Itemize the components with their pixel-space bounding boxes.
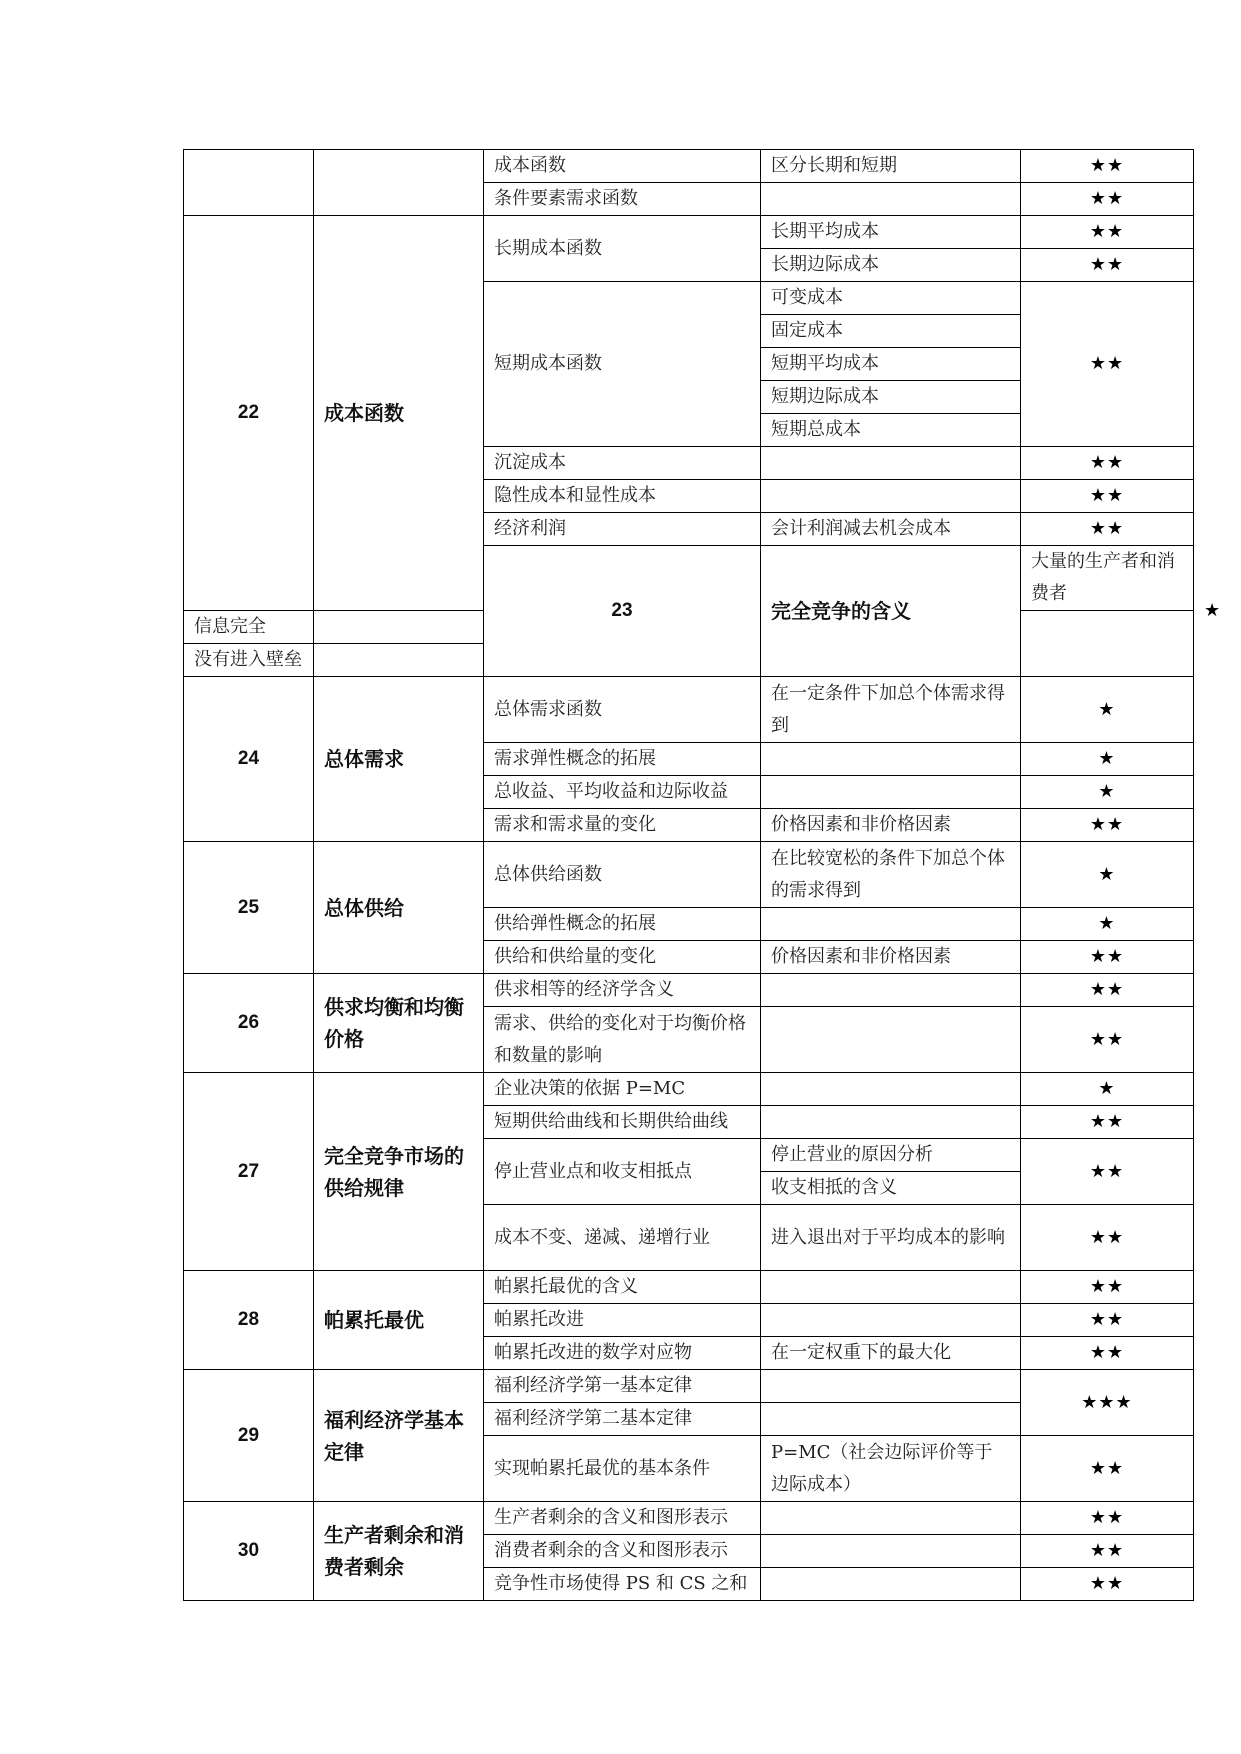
section-topic: 供求均衡和均衡价格 [314, 974, 484, 1073]
note-cell: 会计利润减去机会成本 [761, 513, 1021, 546]
importance-stars: ★ [1021, 677, 1194, 743]
note-cell [761, 743, 1021, 776]
note-cell: 在比较宽松的条件下加总个体的需求得到 [761, 842, 1021, 908]
section-topic: 帕累托最优 [314, 1271, 484, 1370]
item-cell: 福利经济学第二基本定律 [484, 1403, 761, 1436]
importance-stars: ★★ [1021, 1106, 1194, 1139]
section-topic: 生产者剩余和消费者剩余 [314, 1502, 484, 1601]
note-cell [314, 611, 484, 644]
note-cell: 停止营业的原因分析 [761, 1139, 1021, 1172]
item-cell: 总体需求函数 [484, 677, 761, 743]
section-number: 24 [184, 677, 314, 842]
note-cell: 可变成本 [761, 282, 1021, 315]
importance-stars: ★★ [1021, 1436, 1194, 1502]
importance-stars: ★★ [1021, 1304, 1194, 1337]
item-cell: 停止营业点和收支相抵点 [484, 1139, 761, 1205]
item-cell: 供给弹性概念的拓展 [484, 908, 761, 941]
importance-stars: ★★ [1021, 1535, 1194, 1568]
item-cell: 消费者剩余的含义和图形表示 [484, 1535, 761, 1568]
item-cell: 供给和供给量的变化 [484, 941, 761, 974]
table-row [184, 150, 1194, 183]
importance-stars: ★★ [1021, 1337, 1194, 1370]
item-cell: 需求、供给的变化对于均衡价格和数量的影响 [484, 1007, 761, 1073]
note-cell: 在一定条件下加总个体需求得到 [761, 677, 1021, 743]
importance-stars: ★★ [1021, 1568, 1194, 1601]
note-cell [761, 974, 1021, 1007]
importance-stars: ★★ [1021, 249, 1194, 282]
importance-stars: ★ [1021, 1073, 1194, 1106]
item-cell: 实现帕累托最优的基本条件 [484, 1436, 761, 1502]
note-cell [761, 1403, 1021, 1436]
item-cell: 竞争性市场使得 PS 和 CS 之和 [484, 1568, 761, 1601]
item-cell: 信息完全 [184, 611, 314, 644]
syllabus-table [183, 149, 1222, 1601]
note-cell: 短期平均成本 [761, 348, 1021, 381]
item-cell: 隐性成本和显性成本 [484, 480, 761, 513]
note-cell [761, 1271, 1021, 1304]
importance-stars: ★★ [1021, 183, 1194, 216]
section-topic: 总体需求 [314, 677, 484, 842]
importance-stars: ★★ [1021, 282, 1194, 447]
importance-stars: ★★ [1021, 1502, 1194, 1535]
table-row [184, 1271, 1194, 1304]
section-number: 25 [184, 842, 314, 974]
item-cell: 生产者剩余的含义和图形表示 [484, 1502, 761, 1535]
note-cell: 长期平均成本 [761, 216, 1021, 249]
importance-stars: ★★ [1021, 941, 1194, 974]
note-cell: 短期总成本 [761, 414, 1021, 447]
importance-stars: ★★ [1021, 974, 1194, 1007]
importance-stars: ★ [1021, 776, 1194, 809]
note-cell [761, 908, 1021, 941]
item-cell: 总收益、平均收益和边际收益 [484, 776, 761, 809]
importance-stars: ★★ [1021, 1271, 1194, 1304]
section-number: 28 [184, 1271, 314, 1370]
item-cell: 短期成本函数 [484, 282, 761, 447]
item-cell: 需求和需求量的变化 [484, 809, 761, 842]
section-number: 30 [184, 1502, 314, 1601]
importance-stars: ★ [1021, 842, 1194, 908]
note-cell: 进入退出对于平均成本的影响 [761, 1205, 1021, 1271]
item-cell: 成本不变、递减、递增行业 [484, 1205, 761, 1271]
note-cell [761, 1073, 1021, 1106]
note-cell: 短期边际成本 [761, 381, 1021, 414]
table-row [184, 1370, 1194, 1403]
item-cell: 总体供给函数 [484, 842, 761, 908]
section-number: 29 [184, 1370, 314, 1502]
section-number: 26 [184, 974, 314, 1073]
table-row [184, 216, 1194, 249]
item-cell: 长期成本函数 [484, 216, 761, 282]
note-cell: 长期边际成本 [761, 249, 1021, 282]
item-cell: 供求相等的经济学含义 [484, 974, 761, 1007]
note-cell [761, 480, 1021, 513]
note-cell [761, 1502, 1021, 1535]
note-cell [761, 1568, 1021, 1601]
note-cell [761, 1535, 1021, 1568]
item-cell: 经济利润 [484, 513, 761, 546]
item-cell: 帕累托改进的数学对应物 [484, 1337, 761, 1370]
item-cell: 福利经济学第一基本定律 [484, 1370, 761, 1403]
item-cell: 企业决策的依据 P=MC [484, 1073, 761, 1106]
item-cell: 条件要素需求函数 [484, 183, 761, 216]
note-cell: 价格因素和非价格因素 [761, 809, 1021, 842]
table-row [184, 1073, 1194, 1106]
note-cell [761, 1007, 1021, 1073]
importance-stars: ★★ [1021, 1205, 1194, 1271]
importance-stars: ★★ [1021, 480, 1194, 513]
item-cell: 短期供给曲线和长期供给曲线 [484, 1106, 761, 1139]
note-cell: 固定成本 [761, 315, 1021, 348]
item-cell: 大量的生产者和消费者 [1021, 546, 1194, 611]
note-cell [761, 1106, 1021, 1139]
note-cell: P=MC（社会边际评价等于边际成本） [761, 1436, 1021, 1502]
importance-stars: ★★ [1021, 513, 1194, 546]
number-cell [184, 150, 314, 216]
table-row [184, 1502, 1194, 1535]
note-cell [761, 447, 1021, 480]
section-topic: 福利经济学基本定律 [314, 1370, 484, 1502]
importance-stars: ★★ [1021, 150, 1194, 183]
item-cell: 成本函数 [484, 150, 761, 183]
note-cell [761, 776, 1021, 809]
item-cell: 沉淀成本 [484, 447, 761, 480]
item-cell: 需求弹性概念的拓展 [484, 743, 761, 776]
topic-cell [314, 150, 484, 216]
importance-stars: ★★ [1021, 447, 1194, 480]
section-number: 22 [184, 216, 314, 611]
note-cell: 在一定权重下的最大化 [761, 1337, 1021, 1370]
item-cell: 帕累托最优的含义 [484, 1271, 761, 1304]
importance-stars: ★★ [1021, 1007, 1194, 1073]
note-cell [761, 1370, 1021, 1403]
importance-stars: ★★ [1021, 1139, 1194, 1205]
table-row: 23 完全竞争的含义 大量的生产者和消费者 ★ [184, 546, 1194, 611]
section-topic: 完全竞争市场的供给规律 [314, 1073, 484, 1271]
section-number: 27 [184, 1073, 314, 1271]
note-cell: 收支相抵的含义 [761, 1172, 1021, 1205]
table-row [184, 974, 1194, 1007]
section-number: 23 [484, 546, 761, 677]
note-cell [761, 1304, 1021, 1337]
importance-stars: ★★ [1021, 216, 1194, 249]
item-cell: 没有进入壁垒 [184, 644, 314, 677]
section-topic: 成本函数 [314, 216, 484, 611]
section-topic: 总体供给 [314, 842, 484, 974]
note-cell: 价格因素和非价格因素 [761, 941, 1021, 974]
note-cell [314, 644, 484, 677]
item-cell: 帕累托改进 [484, 1304, 761, 1337]
importance-stars: ★ [1021, 743, 1194, 776]
note-cell [761, 183, 1021, 216]
importance-stars: ★★★ [1021, 1370, 1194, 1436]
table-row [184, 677, 1194, 743]
importance-stars: ★★ [1021, 809, 1194, 842]
table-row [184, 842, 1194, 908]
importance-stars: ★ [1021, 908, 1194, 941]
note-cell: 区分长期和短期 [761, 150, 1021, 183]
section-topic: 完全竞争的含义 [761, 546, 1021, 677]
